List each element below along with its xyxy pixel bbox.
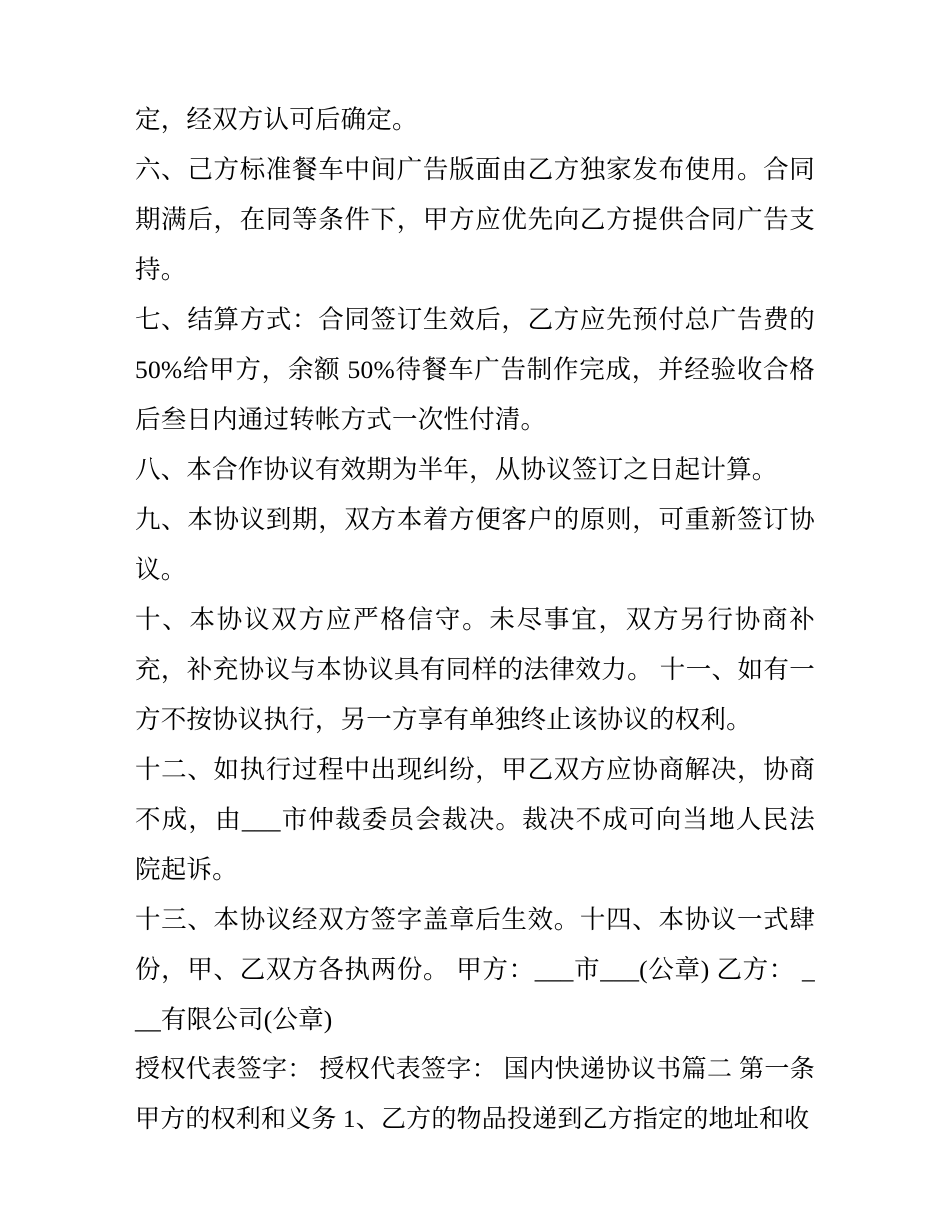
paragraph: 九、本协议到期，双方本着方便客户的原则，可重新签订协议。 [135,505,815,584]
paragraph: 七、结算方式：合同签订生效后，乙方应先预付总广告费的50%给甲方，余额 50%待餐车广告制作完成，并经验收合格后叁日内通过转帐方式一次性付清。 [135,305,815,434]
paragraph: 十三、本协议经双方签字盖章后生效。十四、本协议一式肆份，甲、乙双方各执两份。 甲方：___市___(公章) 乙方： ___有限公司(公章) [135,905,815,1034]
paragraph: 八、本合作协议有效期为半年，从协议签订之日起计算。 [135,455,778,484]
paragraph: 十、本协议双方应严格信守。未尽事宜，双方另行协商补充，补充协议与本协议具有同样的法律效力。 十一、如有一方不按协议执行，另一方享有单独终止该协议的权利。 [135,605,815,734]
document-body [135,95,815,1145]
paragraph: 定，经双方认可后确定。 [135,105,418,134]
paragraph: 授权代表签字： 授权代表签字： 国内快递协议书篇二 第一条 甲方的权利和义务 1、乙方的物品投递到乙方指定的地址和收 [135,1056,815,1133]
paragraph: 六、己方标准餐车中间广告版面由乙方独家发布使用。合同期满后，在同等条件下，甲方应优先向乙方提供合同广告支持。 [135,155,815,284]
paragraph: 十二、如执行过程中出现纠纷，甲乙双方应协商解决，协商不成，由___市仲裁委员会裁决。裁决不成可向当地人民法院起诉。 [135,755,815,884]
